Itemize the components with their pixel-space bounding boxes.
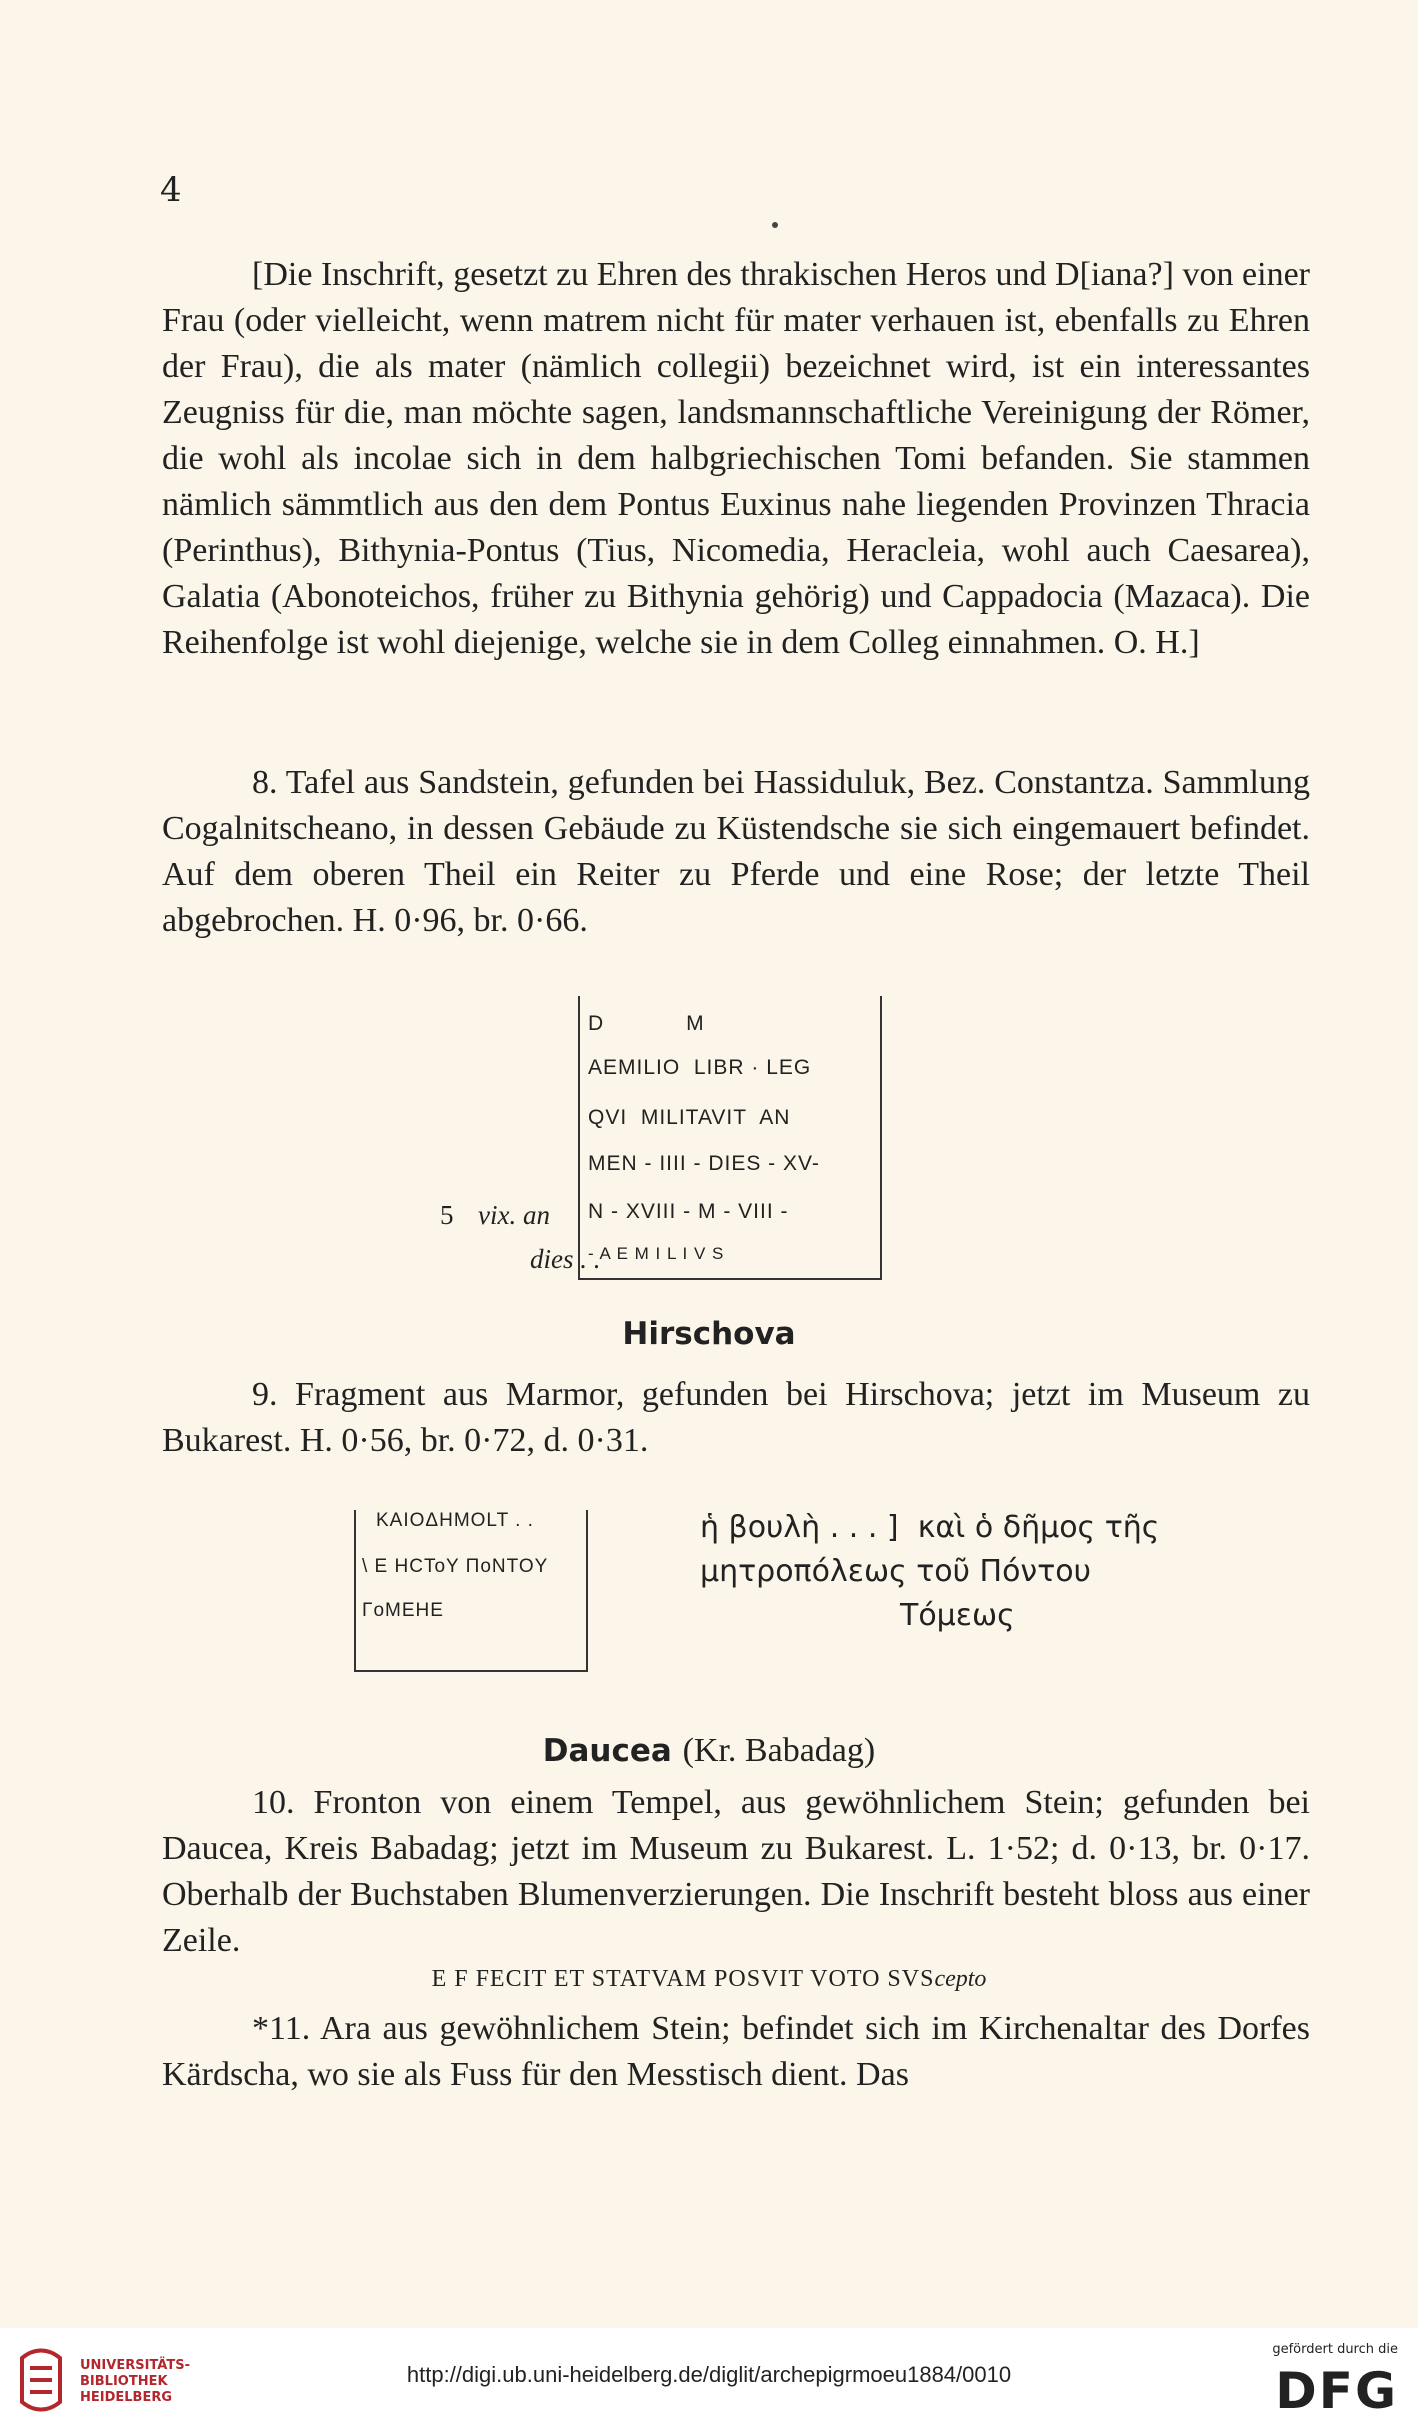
inscription-9-box <box>354 1510 588 1672</box>
inscription-line: AEMILIO LIBR · LEG <box>588 1056 812 1079</box>
paragraph-commentary <box>162 252 1310 666</box>
inscription-line: MEN - IIII - DIES - XV- <box>588 1152 820 1175</box>
section-heading-daucea <box>0 1732 1418 1770</box>
ink-dot <box>772 222 778 228</box>
paragraph-text: 10. Fronton von einem Tempel, aus gewöhnlichem Stein; gefunden bei Daucea, Kreis Babadag; jetzt im Museum zu Bukarest. L. 1·52; d. 0·13, br. 0·17. Oberhalb der Buchstaben Blumenverzierungen. Die Inschrift besteht bloss aus einer Zeile. <box>162 1784 1310 1959</box>
page-number: 4 <box>160 170 182 210</box>
inscription-line: QVI MILITAVIT AN <box>588 1106 791 1129</box>
paragraph-text: 8. Tafel aus Sandstein, gefunden bei Hassiduluk, Bez. Constantza. Sammlung Cogalnitscheano, in dessen Gebäude zu Küstendsche sie sich eingemauert befindet. Auf dem oberen Theil ein Reiter zu Pferde und eine Rose; der letzte Theil abgebrochen. H. 0·96, br. 0·66. <box>162 764 1310 939</box>
library-name-line: UNIVERSITÄTS- <box>80 2358 190 2373</box>
paragraph-entry-8 <box>162 760 1310 944</box>
restoration-annotation: vix. an <box>478 1200 550 1230</box>
paragraph-text: *11. Ara aus gewöhnlichem Stein; befindet sich im Kirchenaltar des Dorfes Kärdscha, wo sie als Fuss für den Messtisch dient. Das <box>162 2010 1310 2093</box>
paragraph-entry-10 <box>162 1780 1310 1964</box>
paragraph-text: 9. Fragment aus Marmor, gefunden bei Hirschova; jetzt im Museum zu Bukarest. H. 0·56, br. 0·72, d. 0·31. <box>162 1376 1310 1459</box>
greek-line: ἡ βουλὴ . . . ] καὶ ὁ δῆμος τῆς <box>700 1510 1160 1545</box>
library-name-line: HEIDELBERG <box>80 2390 173 2405</box>
greek-line: μητροπόλεως τοῦ Πόντου <box>700 1554 1091 1589</box>
section-heading-hirschova: Hirschova <box>622 1316 796 1352</box>
permalink-url[interactable]: http://digi.ub.uni-heidelberg.de/diglit/archepigrmoeu1884/0010 <box>406 2362 1012 2387</box>
line-number: 5 <box>440 1200 454 1230</box>
inscription-restoration: cepto <box>934 1966 987 1992</box>
inscription-line: N - XVIII - M - VIII - <box>588 1200 789 1223</box>
paragraph-text: [Die Inschrift, gesetzt zu Ehren des thrakischen Heros und D[iana?] von einer Frau (oder vielleicht, wenn matrem nicht für mater verhauen ist, ebenfalls zu Ehren der Frau), die als mater (nämlich collegii) bezeichnet wird, ist ein interessantes Zeugniss für die, man möchte sagen, landsmannschaftliche Vereinigung der Römer, die wohl als incolae sich in dem halbgriechischen Tomi befanden. Sie stammen nämlich sämmtlich aus den dem Pontus Euxinus nahe liegenden Provinzen Thracia (Perinthus), Bithynia-Pontus (Tius, Nicomedia, Heracleia, wohl auch Caesarea), Galatia (Abonoteichos, früher zu Bithynia gehörig) und Cappadocia (Mazaca). Die Reihenfolge ist wohl diejenige, welche sie in dem Colleg einnahmen. O. H.] <box>162 256 1310 661</box>
inscription-8-box <box>578 996 882 1280</box>
funded-by-label: gefördert durch die <box>1272 2342 1398 2357</box>
inscription-line: KAIOΔHMOLT . . <box>376 1510 534 1531</box>
inscription-line: ΓoMEHE <box>362 1600 444 1621</box>
paragraph-entry-11 <box>162 2006 1310 2098</box>
heading-subtitle: (Kr. Babadag) <box>682 1732 876 1769</box>
inscription-10-line <box>0 1966 1418 1993</box>
greek-transcription <box>700 1506 1260 1638</box>
digitization-footer <box>0 2328 1418 2432</box>
dfg-logo: DFG <box>1275 2362 1398 2420</box>
inscription-line: - A E M I L I V S <box>588 1244 725 1263</box>
restoration-annotation: dies . . <box>530 1244 601 1274</box>
inscription-caps: E F FECIT ET STATVAM POSVIT VOTO SVS <box>431 1966 935 1992</box>
library-name-line: BIBLIOTHEK <box>80 2374 168 2389</box>
heading-title: Daucea <box>542 1733 672 1769</box>
inscription-line: D M <box>588 1012 705 1035</box>
greek-line: Τόμεως <box>900 1598 1015 1633</box>
paragraph-entry-9 <box>162 1372 1310 1464</box>
inscription-line: \ E HCToY ΠoNTOY <box>362 1556 549 1577</box>
